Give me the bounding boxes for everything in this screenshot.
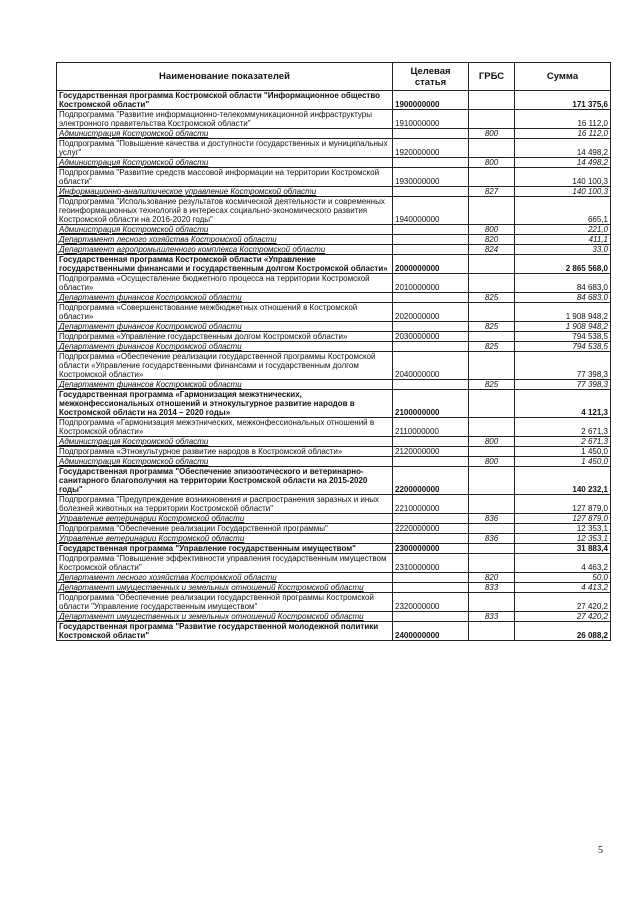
cell-grbs	[469, 418, 515, 437]
cell-grbs	[469, 390, 515, 418]
cell-grbs: 800	[469, 225, 515, 235]
department-row	[57, 187, 611, 197]
cell-code	[393, 235, 469, 245]
cell-grbs	[469, 332, 515, 342]
cell-code	[393, 187, 469, 197]
cell-sum: 33,0	[515, 245, 611, 255]
cell-sum: 4 413,2	[515, 583, 611, 593]
cell-code: 2000000000	[393, 255, 469, 274]
department-row	[57, 225, 611, 235]
department-row	[57, 612, 611, 622]
program-row	[57, 544, 611, 554]
cell-sum: 4 121,3	[515, 390, 611, 418]
cell-grbs: 800	[469, 457, 515, 467]
cell-code: 2030000000	[393, 332, 469, 342]
department-row	[57, 322, 611, 332]
header-code: Целевая статья	[393, 63, 469, 91]
cell-code: 1910000000	[393, 110, 469, 129]
department-row	[57, 573, 611, 583]
department-row	[57, 457, 611, 467]
cell-sum: 411,1	[515, 235, 611, 245]
cell-sum: 221,0	[515, 225, 611, 235]
cell-name: Подпрограмма «Обеспечение реализации государственной программы Костромской области «Управление государственными финансами и государственным долгом Костромской области»	[57, 352, 393, 380]
cell-code: 2100000000	[393, 390, 469, 418]
cell-name: Департамент лесного хозяйства Костромской области	[57, 573, 393, 583]
cell-name: Департамент финансов Костромской области	[57, 342, 393, 352]
subprogram-row	[57, 303, 611, 322]
program-row	[57, 255, 611, 274]
cell-sum: 27 420,2	[515, 593, 611, 612]
cell-sum: 1 450,0	[515, 457, 611, 467]
cell-code: 2310000000	[393, 554, 469, 573]
department-row	[57, 129, 611, 139]
cell-grbs	[469, 554, 515, 573]
cell-grbs: 824	[469, 245, 515, 255]
cell-name: Государственная программа "Обеспечение эпизоотического и ветеринарно-санитарного благополучия на территории Костромской области на 2015-2020 годы"	[57, 467, 393, 495]
cell-sum: 27 420,2	[515, 612, 611, 622]
cell-name: Государственная программа Костромской области "Информационное общество Костромской области"	[57, 91, 393, 110]
header-sum: Сумма	[515, 63, 611, 91]
program-row	[57, 390, 611, 418]
cell-sum: 1 908 948,2	[515, 303, 611, 322]
cell-code: 1930000000	[393, 168, 469, 187]
header-name: Наименование показателей	[57, 63, 393, 91]
cell-sum: 12 353,1	[515, 534, 611, 544]
subprogram-row	[57, 495, 611, 514]
cell-code	[393, 380, 469, 390]
budget-table	[56, 62, 611, 641]
cell-code: 2210000000	[393, 495, 469, 514]
cell-sum: 50,0	[515, 573, 611, 583]
cell-grbs	[469, 197, 515, 225]
cell-sum: 1 450,0	[515, 447, 611, 457]
cell-name: Управление ветеринарии Костромской области	[57, 514, 393, 524]
cell-code	[393, 457, 469, 467]
cell-name: Подпрограмма «Этнокультурное развитие народов в Костромской области»	[57, 447, 393, 457]
cell-name: Департамент имущественных и земельных отношений Костромской области	[57, 612, 393, 622]
cell-name: Департамент финансов Костромской области	[57, 293, 393, 303]
subprogram-row	[57, 139, 611, 158]
cell-grbs: 825	[469, 293, 515, 303]
cell-code: 2110000000	[393, 418, 469, 437]
cell-sum: 1 908 948,2	[515, 322, 611, 332]
cell-code: 2120000000	[393, 447, 469, 457]
cell-name: Информационно-аналитическое управление Костромской области	[57, 187, 393, 197]
table-header-row	[57, 63, 611, 91]
cell-code	[393, 583, 469, 593]
cell-name: Подпрограмма "Повышение эффективности управления государственным имуществом Костромской области"	[57, 554, 393, 573]
cell-name: Подпрограмма «Совершенствование межбюджетных отношений в Костромской области»	[57, 303, 393, 322]
cell-grbs: 820	[469, 235, 515, 245]
cell-grbs	[469, 524, 515, 534]
cell-sum: 2 671,3	[515, 437, 611, 447]
cell-name: Департамент финансов Костромской области	[57, 322, 393, 332]
cell-grbs	[469, 303, 515, 322]
department-row	[57, 534, 611, 544]
cell-name: Администрация Костромской области	[57, 437, 393, 447]
cell-sum: 794 538,5	[515, 342, 611, 352]
table-body	[57, 91, 611, 641]
cell-code: 2300000000	[393, 544, 469, 554]
cell-name: Администрация Костромской области	[57, 457, 393, 467]
cell-name: Подпрограмма "Обеспечение реализации Государственной программы"	[57, 524, 393, 534]
cell-sum: 2 671,3	[515, 418, 611, 437]
cell-name: Подпрограмма «Управление государственным долгом Костромской области»	[57, 332, 393, 342]
cell-sum: 84 683,0	[515, 293, 611, 303]
cell-code	[393, 612, 469, 622]
cell-grbs	[469, 255, 515, 274]
cell-sum: 77 398,3	[515, 352, 611, 380]
department-row	[57, 514, 611, 524]
cell-code	[393, 534, 469, 544]
cell-sum: 4 463,2	[515, 554, 611, 573]
cell-sum: 794 538,5	[515, 332, 611, 342]
subprogram-row	[57, 418, 611, 437]
cell-grbs	[469, 168, 515, 187]
subprogram-row	[57, 110, 611, 129]
cell-code	[393, 322, 469, 332]
cell-sum: 31 883,4	[515, 544, 611, 554]
cell-code: 2220000000	[393, 524, 469, 534]
cell-sum: 140 100,3	[515, 187, 611, 197]
cell-sum: 140 100,3	[515, 168, 611, 187]
department-row	[57, 380, 611, 390]
cell-code: 2020000000	[393, 303, 469, 322]
cell-name: Администрация Костромской области	[57, 129, 393, 139]
program-row	[57, 467, 611, 495]
cell-code	[393, 245, 469, 255]
cell-grbs	[469, 495, 515, 514]
cell-name: Подпрограмма "Обеспечение реализации государственной программы Костромской области "Управление государственным имуществом"	[57, 593, 393, 612]
cell-code: 1920000000	[393, 139, 469, 158]
cell-sum: 84 683,0	[515, 274, 611, 293]
cell-grbs: 836	[469, 514, 515, 524]
program-row	[57, 91, 611, 110]
cell-name: Департамент имущественных и земельных отношений Костромской области	[57, 583, 393, 593]
cell-code	[393, 225, 469, 235]
cell-code	[393, 514, 469, 524]
cell-grbs: 820	[469, 573, 515, 583]
cell-grbs: 800	[469, 158, 515, 168]
cell-grbs: 833	[469, 583, 515, 593]
cell-code: 1940000000	[393, 197, 469, 225]
subprogram-row	[57, 554, 611, 573]
cell-code: 2040000000	[393, 352, 469, 380]
cell-sum: 26 088,2	[515, 622, 611, 641]
cell-grbs: 825	[469, 342, 515, 352]
cell-sum: 16 112,0	[515, 110, 611, 129]
cell-name: Государственная программа Костромской области «Управление государственными финансами и государственным долгом Костромской области»	[57, 255, 393, 274]
cell-name: Государственная программа "Управление государственным имуществом"	[57, 544, 393, 554]
cell-name: Подпрограмма "Использование результатов космической деятельности и современных геоинформационных технологий в интересах социально-экономического развития Костромской области на 2016-2020 годы"	[57, 197, 393, 225]
cell-sum: 14 498,2	[515, 139, 611, 158]
cell-sum: 77 398,3	[515, 380, 611, 390]
department-row	[57, 158, 611, 168]
department-row	[57, 437, 611, 447]
cell-sum: 14 498,2	[515, 158, 611, 168]
cell-name: Государственная программа «Гармонизация межэтнических, межконфессиональных отношений и этнокультурное развитие народов в Костромской области на 2014 – 2020 годы»	[57, 390, 393, 418]
cell-grbs	[469, 622, 515, 641]
subprogram-row	[57, 168, 611, 187]
cell-name: Администрация Костромской области	[57, 225, 393, 235]
cell-code: 2200000000	[393, 467, 469, 495]
cell-grbs	[469, 467, 515, 495]
cell-code	[393, 129, 469, 139]
cell-code	[393, 293, 469, 303]
cell-code	[393, 437, 469, 447]
department-row	[57, 342, 611, 352]
page-number: 5	[598, 845, 603, 856]
cell-grbs	[469, 447, 515, 457]
header-grbs: ГРБС	[469, 63, 515, 91]
cell-sum: 171 375,6	[515, 91, 611, 110]
cell-sum: 665,1	[515, 197, 611, 225]
cell-name: Управление ветеринарии Костромской области	[57, 534, 393, 544]
cell-code: 1900000000	[393, 91, 469, 110]
cell-grbs	[469, 139, 515, 158]
subprogram-row	[57, 197, 611, 225]
subprogram-row	[57, 332, 611, 342]
cell-name: Подпрограмма "Предупреждение возникновения и распространения заразных и иных болезней животных на территории Костромской области"	[57, 495, 393, 514]
cell-code: 2010000000	[393, 274, 469, 293]
subprogram-row	[57, 352, 611, 380]
cell-sum: 127 879,0	[515, 495, 611, 514]
cell-code	[393, 573, 469, 583]
cell-sum: 16 112,0	[515, 129, 611, 139]
department-row	[57, 245, 611, 255]
cell-code	[393, 158, 469, 168]
cell-sum: 12 353,1	[515, 524, 611, 534]
cell-name: Подпрограмма «Гармонизация межэтнических, межконфессиональных отношений в Костромской области»	[57, 418, 393, 437]
department-row	[57, 235, 611, 245]
cell-name: Государственная программа "Развитие государственной молодежной политики Костромской области"	[57, 622, 393, 641]
cell-name: Департамент финансов Костромской области	[57, 380, 393, 390]
cell-grbs: 825	[469, 322, 515, 332]
cell-name: Подпрограмма «Осуществление бюджетного процесса на территории Костромской области»	[57, 274, 393, 293]
cell-grbs: 800	[469, 129, 515, 139]
cell-grbs: 825	[469, 380, 515, 390]
cell-name: Администрация Костромской области	[57, 158, 393, 168]
cell-name: Подпрограмма "Развитие информационно-телекоммуникационной инфраструктуры электронного правительства Костромской области"	[57, 110, 393, 129]
cell-grbs	[469, 274, 515, 293]
cell-grbs	[469, 352, 515, 380]
cell-name: Департамент агропромышленного комплекса Костромской области	[57, 245, 393, 255]
subprogram-row	[57, 447, 611, 457]
cell-grbs	[469, 91, 515, 110]
cell-code	[393, 342, 469, 352]
cell-grbs	[469, 593, 515, 612]
department-row	[57, 293, 611, 303]
cell-grbs: 827	[469, 187, 515, 197]
cell-grbs: 800	[469, 437, 515, 447]
program-row	[57, 622, 611, 641]
subprogram-row	[57, 593, 611, 612]
cell-name: Подпрограмма "Развитие средств массовой информации на территории Костромской области"	[57, 168, 393, 187]
cell-code: 2400000000	[393, 622, 469, 641]
cell-grbs: 836	[469, 534, 515, 544]
cell-sum: 127 879,0	[515, 514, 611, 524]
cell-sum: 2 865 568,0	[515, 255, 611, 274]
cell-code: 2320000000	[393, 593, 469, 612]
cell-grbs	[469, 110, 515, 129]
subprogram-row	[57, 274, 611, 293]
cell-sum: 140 232,1	[515, 467, 611, 495]
cell-grbs	[469, 544, 515, 554]
subprogram-row	[57, 524, 611, 534]
cell-name: Подпрограмма "Повышение качества и доступности государственных и муниципальных услуг"	[57, 139, 393, 158]
cell-grbs: 833	[469, 612, 515, 622]
cell-name: Департамент лесного хозяйства Костромской области	[57, 235, 393, 245]
department-row	[57, 583, 611, 593]
